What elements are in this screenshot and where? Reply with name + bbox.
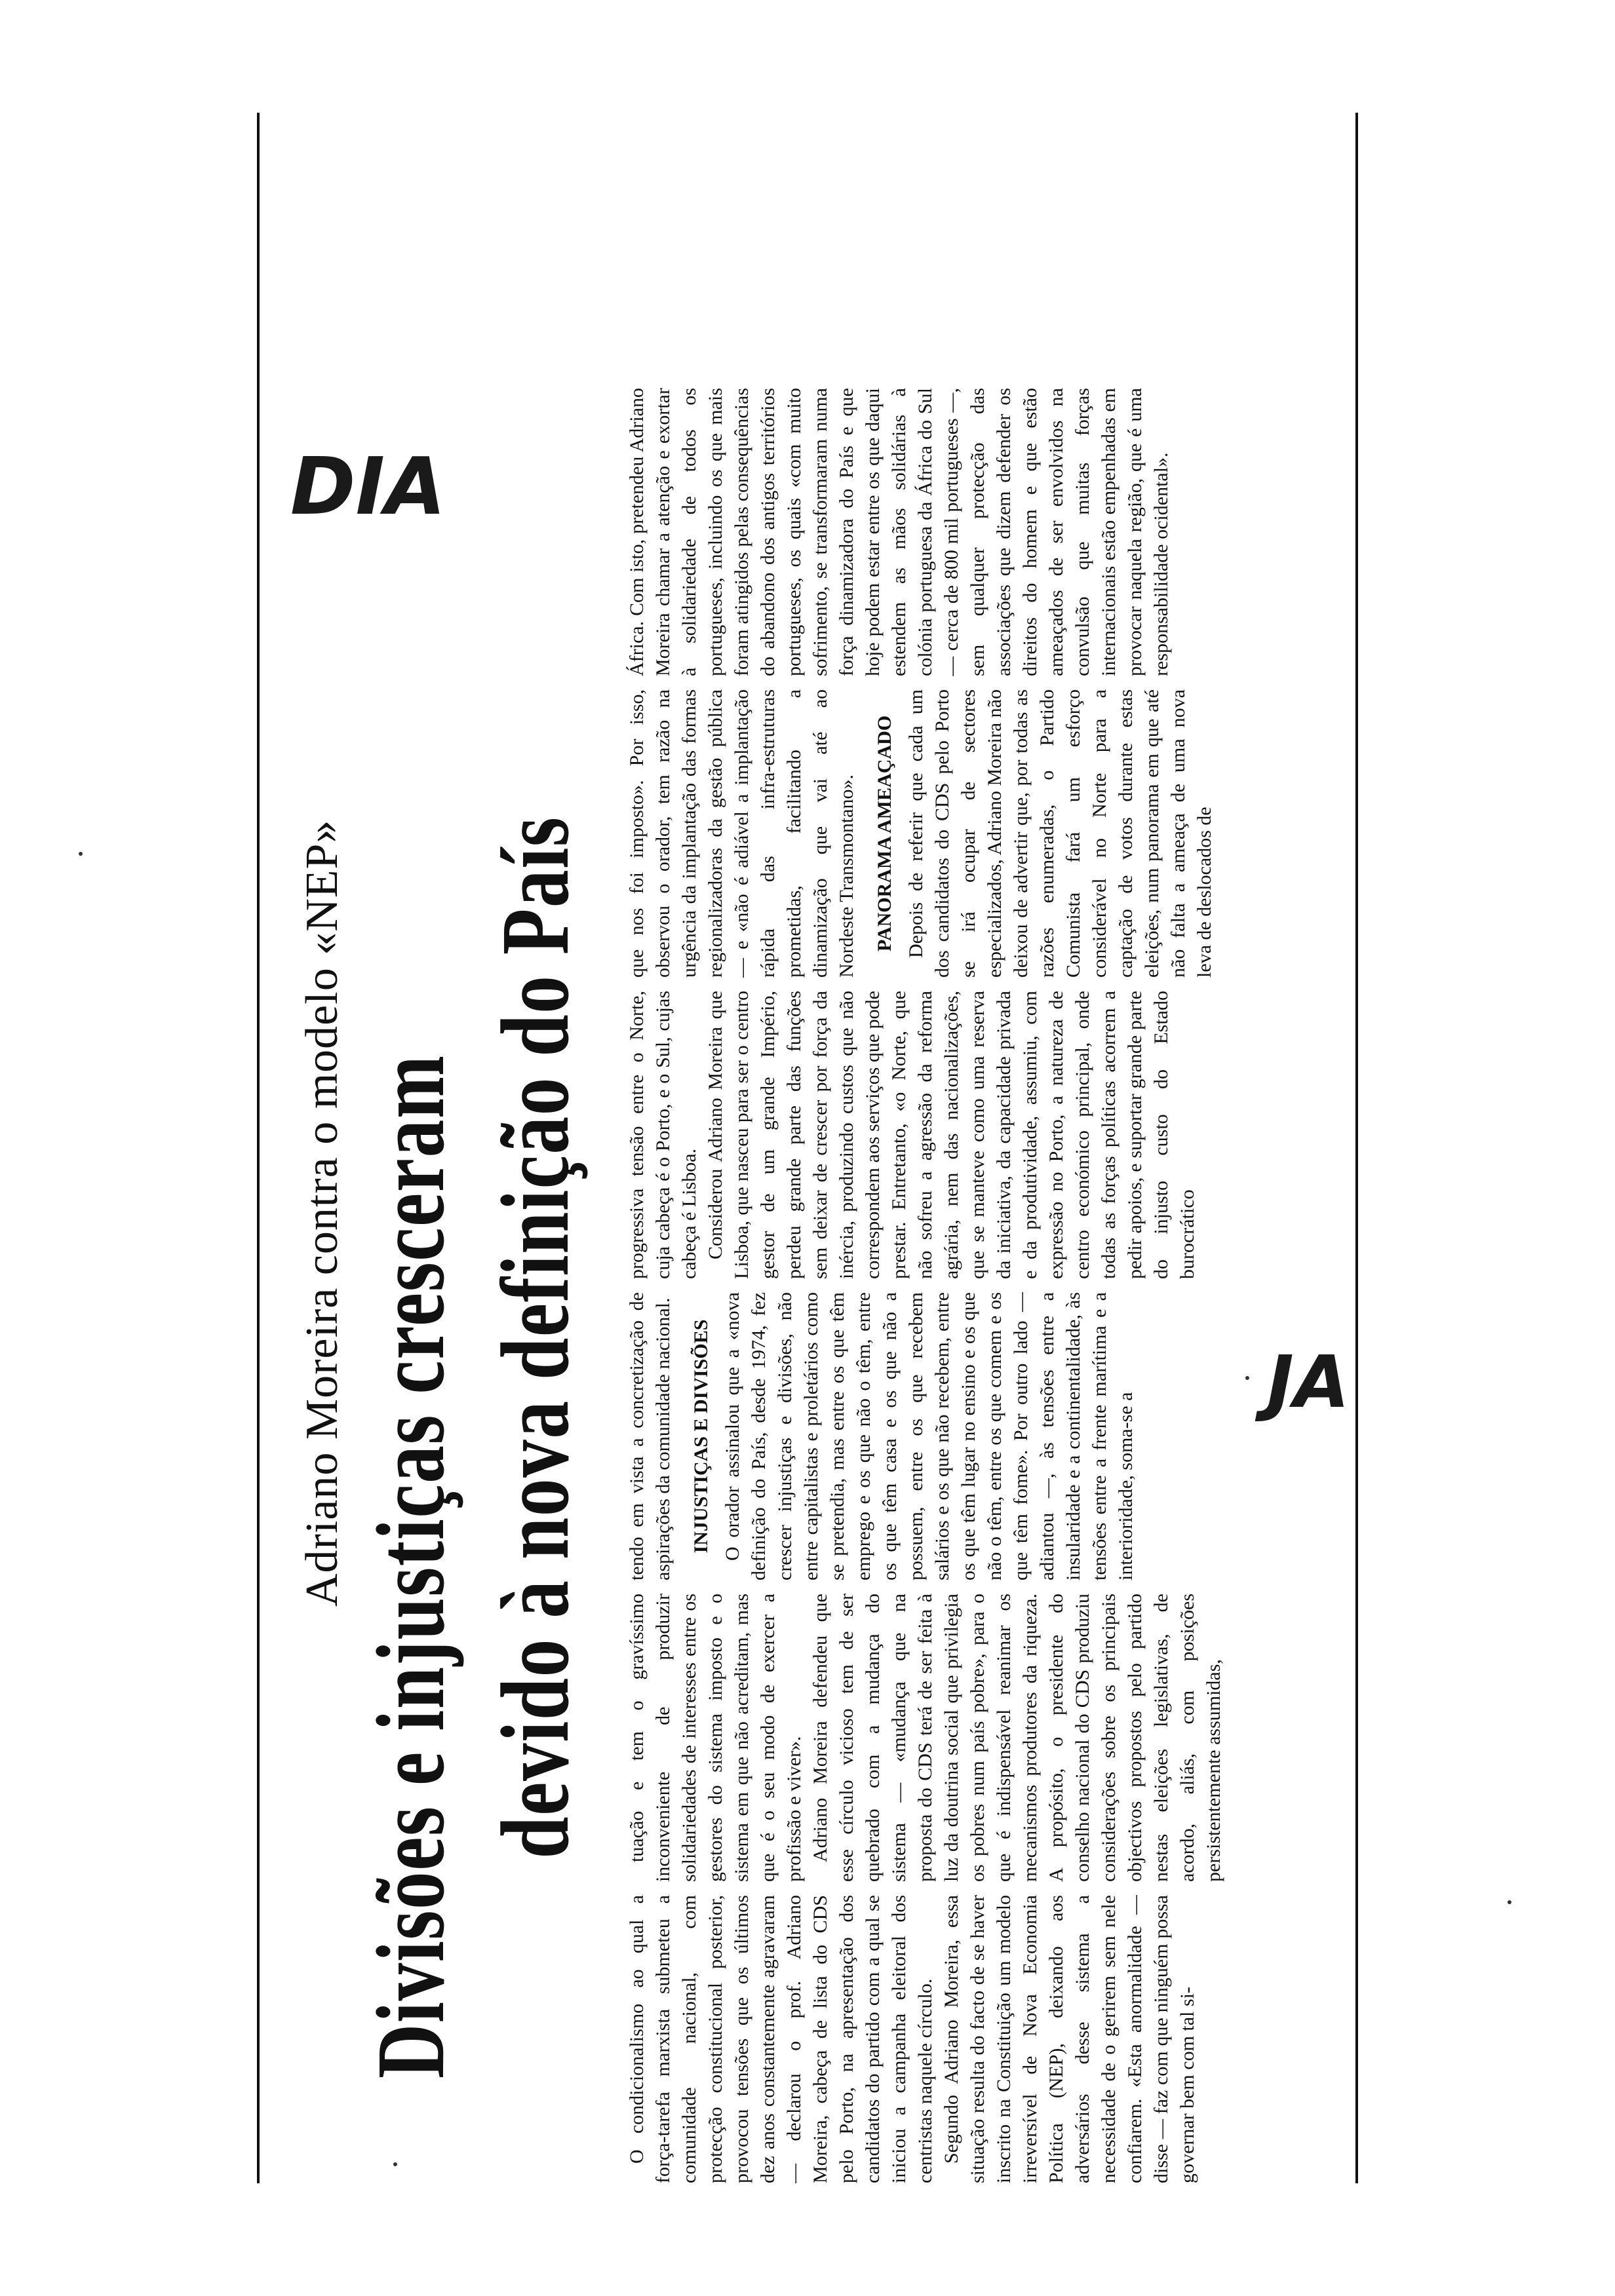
column-6 [624,388,1352,676]
paragraph: O orador assinalou que a «nova definição do País, desde 1974, fez crescer injustiças e divisões, não entre capitalistas e proletários como se pretendia, mas entre os que têm emprego e os que não o têm, entre os que têm casa e os que não a possuem, entre os que recebem salários e os que não recebem, entre os que têm lugar no ensino e os que não o têm, entre os que comem e os que têm fome». Por outro lado — adiantou —, às tensões entre a insularidade e a continentalidade, às tensões entre a frente marítima e a interioridade, soma-se a [722,1292,1137,1580]
paragraph: que nos foi imposto». Por isso, observou o orador, tem razão na urgência da implantação das formas regionalizadoras da gestão pública — e «não é adiável a implantação rápida das infra-estruturas prometidas, facilitando a dinamização que vai até ao Nordeste Transmontano». [626,689,857,978]
scan-speck [393,2162,397,2166]
headline-line-1: Divisões e injustiças cresceram [357,1054,465,2078]
column-2 [624,1594,1352,1882]
paragraph: O condicionalismo ao qual a força-tarefa marxista submeteu a comunidade nacional, com protecção constitucional posterior, provocou tensões que os últimos dez anos constantemente agravaram — declarou o prof. Adriano Moreira, cabeça de lista do CDS pelo Porto, na apresentação dos candidatos do partido com a qual se iniciou a campanha eleitoral dos centristas naquele círculo. [626,1895,936,2183]
paragraph: tuação e tem o gravíssimo inconveniente de produzir solidariedades de interesses entre os gestores do sistema imposto e o sistema em que não acreditam, mas que é o seu modo de exercer a profissão e viver». [626,1594,805,1882]
headline-line-2: devido à nova definição do País [482,816,589,1859]
bottom-rule [1355,113,1358,2183]
paragraph: progressiva tensão entre o Norte, cuja cabeça é o Porto, e o Sul, cujas cabeça é Lisboa. [626,991,700,1279]
paragraph: Considerou Adriano Moreira que Lisboa, que nasceu para ser o centro gestor de um grande Império, perdeu grande parte das funções sem deixar de crescer por força da inércia, produzindo custos que não correspondem aos serviços que pode prestar. Entretanto, «o Norte, que não sofreu a agressão da reforma agrária, nem das nacionalizações, que se manteve como uma reserva da iniciativa, da capacidade privada e da produtividade, assumiu, com expressão no Porto, a natureza de centro económico principal, onde todas as forças políticas acorrem a pedir apoios, e suportar grande parte do injusto custo do Estado burocrático [705,991,1198,1279]
paragraph: tendo em vista a concretização de aspirações da comunidade nacional. [626,1292,674,1580]
article-body [624,113,1352,2183]
handwritten-mark: DIA [290,441,446,533]
headline [349,816,598,2078]
scan-speck [1508,1900,1511,1904]
kicker: Adriano Moreira contra o modelo «NEP» [297,819,347,1607]
column-4 [624,991,1352,1279]
column-5 [624,689,1352,978]
scan-speck [1245,1376,1249,1380]
paragraph: África. Com isto, pretendeu Adriano Moreira chamar a atenção e exortar à solidariedade de todos os portugueses, incluindo os que mais foram atingidos pelas consequências do abandono dos antigos territórios portugueses, os quais «com muito sofrimento, se transformaram numa força dinamizadora do País e que hoje podem estar entre os que daqui estendem as mãos solidárias à colónia portuguesa da África do Sul — cerca de 800 mil portugueses —, sem qualquer protecção das associações que dizem defender os direitos do homem e que estão ameaçados de ser envolvidos na convulsão que muitas forças internacionais estão empenhadas em provocar naquela região, que é uma responsabilidade ocidental». [626,388,1172,676]
newspaper-clipping [257,100,1358,2196]
column-1 [624,1895,1352,2183]
handwritten-mark: JA [1266,1339,1350,1424]
column-3 [624,1292,1352,1580]
scan-speck [79,852,83,856]
paragraph: Adriano Moreira defendeu que esse círculo vicioso tem de ser quebrado com a mudança do sistema — «mudança que na proposta do CDS terá de ser feita à luz da doutrina social que privilegia os pobres num país pobre», para o que é indispensável reanimar os mecanismos produtores da riqueza. A propósito, o presidente do conselho nacional do CDS produziu considerações sobre os principais objectivos propostos pelo partido nestas eleições legislativas, de acordo, aliás, com posições persistentemente assumidas, [809,1594,1224,1882]
top-rule [257,113,260,2183]
subheading: PANORAMA AMEAÇADO [874,715,895,952]
paragraph: Depois de referir que cada um dos candidatos do CDS pelo Porto se irá ocupar de sectores especializados, Adriano Moreira não deixou de advertir que, por todas as razões enumeradas, o Partido Comunista fará um esforço considerável no Norte para a captação de votos durante estas eleições, num panorama em que até não falta a ameaça de uma nova leva de deslocados de [905,689,1215,978]
subheading: INJUSTIÇAS E DIVISÕES [690,1319,712,1554]
paragraph: Segundo Adriano Moreira, essa situação resulta do facto de se haver inscrito na Constituição um modelo irreversível de Nova Economia Política (NEP), deixando aos adversários desse sistema a necessidade de o gerirem sem nele confiarem. «Esta anormalidade — disse — faz com que ninguém possa governar bem com tal si- [941,1895,1198,2183]
